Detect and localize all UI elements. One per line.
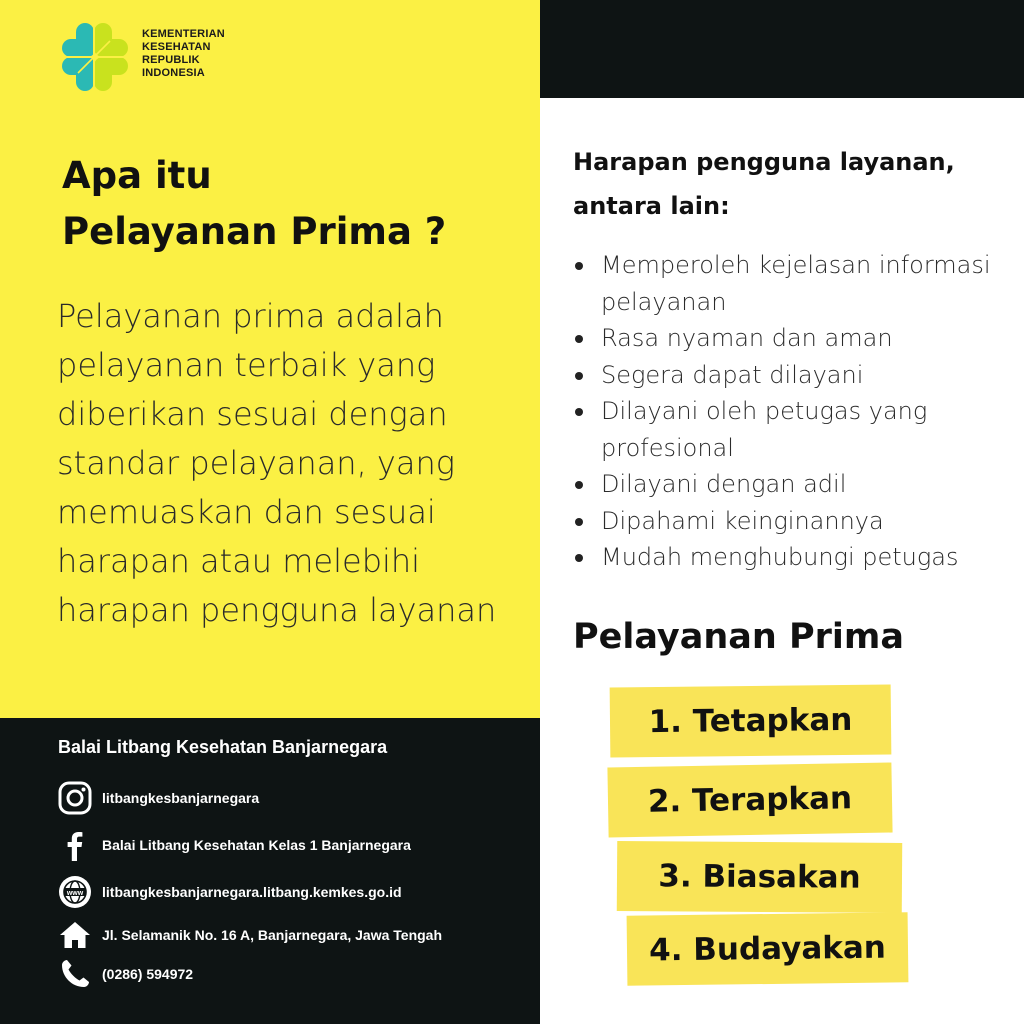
list-item: Dilayani oleh petugas yang profesional [574, 393, 1014, 466]
svg-text:www: www [66, 889, 84, 897]
ministry-name-line: KESEHATAN [142, 41, 211, 53]
list-item: Memperoleh kejelasan informasi pelayanan [574, 247, 1014, 320]
step-budayakan: 4. Budayakan [627, 912, 909, 985]
step-biasakan: 3. Biasakan [617, 841, 902, 913]
contact-website-text: litbangkesbanjarnegara.litbang.kemkes.go.id [102, 884, 402, 900]
definition-text: Pelayanan prima adalah pelayanan terbaik yang diberikan sesuai dengan standar pelayanan, yang memuaskan dan sesuai harapan atau melebihi harapan pengguna layanan [57, 297, 497, 629]
expectations-list [574, 247, 1014, 576]
contact-facebook[interactable] [58, 827, 411, 863]
ministry-name [142, 28, 225, 80]
ministry-name-line: REPUBLIK [142, 54, 200, 66]
list-item: Dipahami keinginannya [574, 503, 1014, 540]
organization-name: Balai Litbang Kesehatan Banjarnegara [58, 737, 388, 757]
contact-instagram[interactable] [58, 780, 259, 816]
question-heading-line1: Apa itu [62, 154, 212, 197]
top-right-dark-band [540, 0, 1024, 98]
list-item: Rasa nyaman dan aman [574, 320, 1014, 357]
contact-address[interactable] [58, 917, 442, 953]
facebook-icon [58, 828, 92, 862]
list-item: Mudah menghubungi petugas [574, 539, 1014, 576]
step-tetapkan: 1. Tetapkan [610, 685, 892, 758]
list-item: Segera dapat dilayani [574, 357, 1014, 394]
contact-address-text: Jl. Selamanik No. 16 A, Banjarnegara, Jawa Tengah [102, 927, 443, 943]
globe-www-icon [58, 875, 92, 909]
contact-website[interactable] [58, 874, 402, 910]
list-item: Dilayani dengan adil [574, 466, 1014, 503]
contact-instagram-text: litbangkesbanjarnegara [102, 790, 260, 806]
phone-icon [58, 957, 92, 991]
question-heading-line2: Pelayanan Prima ? [62, 210, 447, 253]
contact-phone-text: (0286) 594972 [102, 966, 194, 982]
expectations-heading-line2: antara lain: [573, 192, 730, 220]
home-icon [58, 918, 92, 952]
expectations-heading-line1: Harapan pengguna layanan, [573, 148, 955, 176]
contact-facebook-text: Balai Litbang Kesehatan Kelas 1 Banjarnegara [102, 837, 411, 853]
step-terapkan: 2. Terapkan [607, 763, 892, 838]
contact-phone[interactable] [58, 956, 193, 992]
instagram-icon [58, 781, 92, 815]
kemenkes-logo-icon [54, 17, 134, 97]
ministry-name-line: INDONESIA [142, 67, 205, 79]
question-heading [62, 148, 446, 260]
prima-heading: Pelayanan Prima [573, 617, 904, 657]
ministry-name-line: KEMENTERIAN [142, 28, 225, 40]
expectations-heading [573, 140, 955, 228]
